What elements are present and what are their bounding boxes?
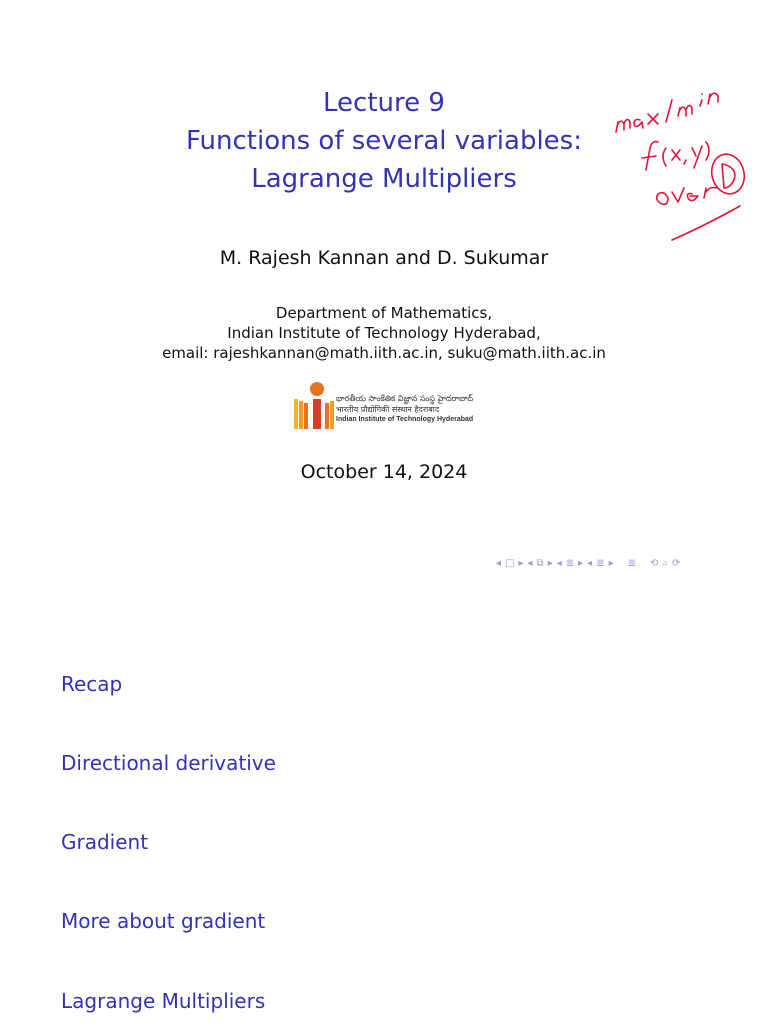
frame-next-icon[interactable]: ▸ — [518, 557, 524, 569]
frame-prev-icon[interactable]: ◂ — [496, 557, 502, 569]
iith-logo — [292, 381, 482, 433]
section-next-icon-2[interactable]: ▸ — [608, 557, 614, 569]
search-icon[interactable]: ⟲ — [650, 557, 659, 569]
outline-item-gradient[interactable]: Gradient — [61, 830, 149, 854]
subsection-next-icon[interactable]: ▸ — [547, 557, 553, 569]
date: October 14, 2024 — [300, 461, 468, 483]
outline-item-recap[interactable]: Recap — [61, 672, 123, 696]
lecture-number: Lecture 9 — [323, 88, 445, 118]
subsection-prev-icon[interactable]: ◂ — [527, 557, 533, 569]
title-line-2: Lagrange Multipliers — [251, 164, 517, 194]
iith-logo-mark-icon — [292, 381, 336, 433]
outline-item-more-about-gradient[interactable]: More about gradient — [61, 909, 266, 933]
beamer-navigation — [496, 556, 684, 570]
toc-icon[interactable]: ≣ — [627, 557, 637, 569]
section-next-icon[interactable]: ▸ — [578, 557, 584, 569]
section-icon[interactable]: ≣ — [565, 557, 575, 569]
search-icon-2[interactable]: ⌕ — [662, 557, 669, 569]
affiliation — [0, 303, 768, 363]
handwritten-annotation — [600, 70, 760, 250]
institute: Indian Institute of Technology Hyderabad, — [227, 324, 541, 342]
section-prev-icon-2[interactable]: ◂ — [587, 557, 593, 569]
authors: M. Rajesh Kannan and D. Sukumar — [219, 247, 549, 269]
logo-english: Indian Institute of Technology Hyderabad — [336, 416, 474, 423]
outline-item-directional-derivative[interactable]: Directional derivative — [61, 751, 276, 775]
email: email: rajeshkannan@math.iith.ac.in, suku@math.iith.ac.in — [162, 344, 606, 362]
logo-hindi: भारतीय प्रौद्योगिकी संस्थान हैदराबाद — [336, 405, 440, 414]
logo-telugu: భారతీయ సాంకేతిక విజ్ఞాన సంస్థ హైదరాబాద్ — [336, 394, 474, 403]
logo-text — [336, 393, 486, 425]
subsection-icon[interactable]: ⧉ — [536, 557, 544, 569]
back-icon[interactable]: ⟳ — [672, 557, 681, 569]
section-prev-icon[interactable]: ◂ — [556, 557, 562, 569]
department: Department of Mathematics, — [275, 304, 493, 322]
frame-icon[interactable]: □ — [505, 557, 515, 569]
title-line-1: Functions of several variables: — [186, 126, 582, 156]
section-icon-2[interactable]: ≣ — [596, 557, 605, 569]
outline-item-lagrange-multipliers[interactable]: Lagrange Multipliers — [61, 989, 266, 1013]
outline-slide — [0, 590, 768, 1024]
